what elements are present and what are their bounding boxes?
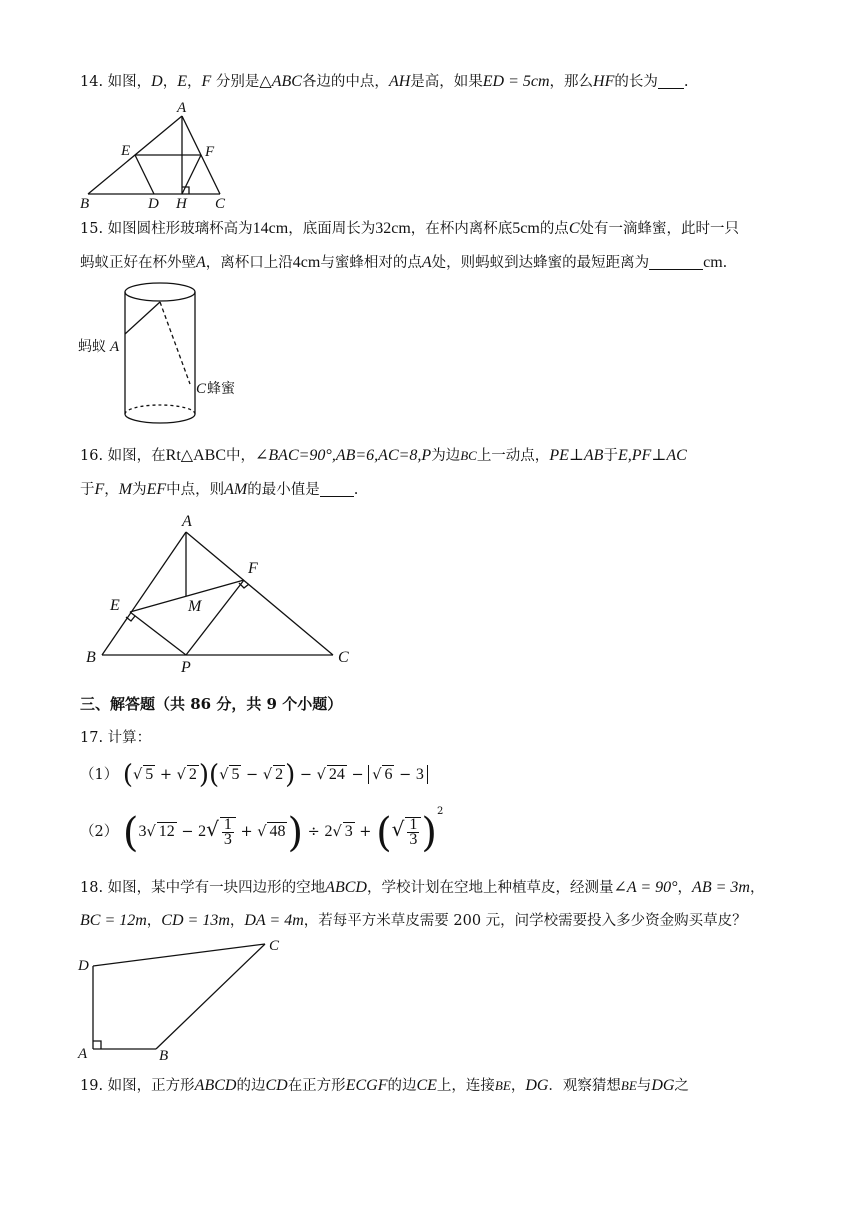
answer-blank: [649, 255, 703, 270]
label-f: F: [205, 144, 215, 160]
q15-text-line1: 15. 如图圆柱形玻璃杯高为14cm，底面周长为32cm，在杯内离杯底5cm的点C处有一滴蜂蜜，此时一只: [80, 220, 739, 237]
label-c: C: [269, 938, 280, 954]
label-c: C: [338, 649, 349, 666]
q17-expression-1: （1） (√ 5 + √ 2)(√ 5 − √ 2) − √ 24 − √ 6 − 3: [80, 760, 428, 790]
label-p: P: [181, 659, 191, 676]
label-honey: 蜂蜜: [207, 381, 235, 397]
label-d: D: [148, 196, 159, 212]
q15-text-line2: 蚂蚁正好在杯外壁A，离杯口上沿4cm与蜜蜂相对的点A处，则蚂蚁到达蜂蜜的最短距离为 cm.: [80, 254, 728, 271]
q14-triangle-figure: [78, 98, 238, 210]
label-b: B: [159, 1048, 169, 1064]
q16-text-line1: 16. 如图，在Rt△ABC中，∠BAC=90°,AB=6,AC=8,P为边BC上一动点，PE⊥AB于E,PF⊥AC: [80, 447, 687, 464]
label-e: E: [121, 143, 131, 159]
q18-quadrilateral-figure: [76, 932, 296, 1064]
label-m: M: [188, 598, 202, 615]
q16-text-line2: 于F，M为EF中点，则AM的最小值是 .: [80, 481, 359, 498]
label-ant: 蚂蚁: [78, 339, 106, 355]
label-b: B: [80, 196, 90, 212]
label-f: F: [248, 560, 258, 577]
q18-text-line2: BC = 12m，CD = 13m，DA = 4m，若每平方米草皮需要 200 元，问学校需要投入多少资金购买草皮？: [80, 912, 747, 929]
q19-text: 19. 如图，正方形ABCD的边CD在正方形ECGF的边CE上，连接BE，DG．观察猜想BE与DG之: [80, 1077, 689, 1094]
section-heading: 三、解答题（共 86 分，共 9 个小题）: [80, 695, 343, 713]
label-h: H: [176, 196, 187, 212]
label-b: B: [86, 649, 96, 666]
q14-text: 14. 如图，D，E，F 分别是△ABC各边的中点，AH是高，如果ED = 5cm，那么HF的长为 .: [80, 73, 689, 90]
label-d: D: [78, 958, 89, 974]
q15-cylinder-figure: [78, 282, 268, 430]
label-c: C: [196, 381, 207, 397]
q17-expression-2: （2） (3√ 12 − 2√ $\frac{1}{3}$ + √ 48) ÷ 2√ 3 + (√ $\frac{1}{3}$ )$^2$: [80, 806, 444, 856]
label-a: A: [78, 1046, 88, 1062]
label-e: E: [110, 597, 120, 614]
answer-blank: [658, 74, 684, 89]
q16-triangle-figure: [80, 510, 370, 676]
label-c: C: [215, 196, 226, 212]
label-a: A: [177, 100, 187, 116]
label-a: A: [182, 513, 192, 530]
q17-title: 17. 计算：: [80, 730, 152, 746]
answer-blank: [320, 482, 354, 497]
label-a: A: [110, 339, 120, 355]
q18-text-line1: 18. 如图，某中学有一块四边形的空地ABCD，学校计划在空地上种植草皮，经测量∠A = 90°，AB = 3m，: [80, 879, 765, 896]
